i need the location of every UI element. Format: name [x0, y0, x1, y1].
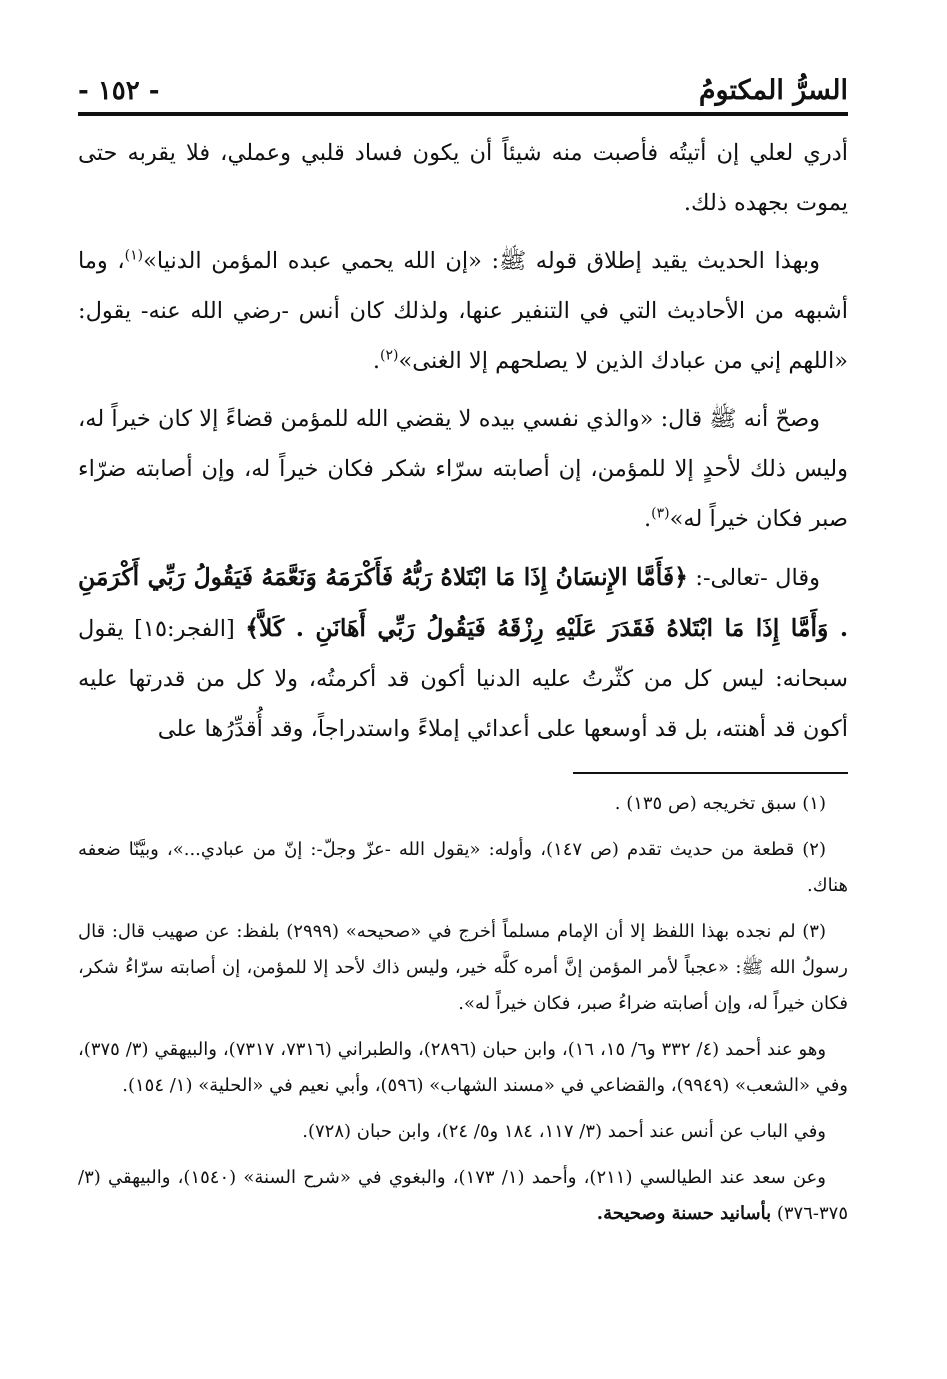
paragraph-2-text: وبهذا الحديث يقيد إطلاق قوله ﷺ: «إن الله يحمي عبده المؤمن الدنيا» — [143, 248, 821, 274]
paragraph-4-intro: وقال -تعالى-: — [687, 565, 820, 591]
paragraph-3-end: . — [644, 506, 652, 532]
footnote-3-d-grading: بأسانيد حسنة وصحيحة. — [596, 1203, 772, 1224]
book-page — [78, 60, 848, 1242]
main-text — [78, 128, 848, 754]
footnote-rule — [573, 772, 848, 774]
paragraph-3 — [78, 394, 848, 544]
footnote-3-a: (٣) لم نجده بهذا اللفظ إلا أن الإمام مسلماً أخرج في «صحيحه» (٢٩٩٩) بلفظ: عن صهيب قال: قال رسولُ الله ﷺ: «عجباً لأمر المؤمن إنَّ أمره كلَّه خير، وليس ذاك لأحد إلا للمؤمن، إن أصابته سرّاءُ شكر، فكان خيراً له، وإن أصابته ضراءُ صبر، فكان خيراً له». — [78, 921, 848, 1014]
paragraph-2-rest: ، وما أشبهه من الأحاديث التي في التنفير عنها، ولذلك كان أنس -رضي الله عنه- يقول: «اللهم إني من عبادك الذين لا يصلحهم إلا الغنى» — [78, 248, 848, 374]
footnote-1: (١) سبق تخريجه (ص ١٣٥) . — [614, 793, 826, 814]
footnote-ref-2: (٢) — [379, 347, 399, 364]
paragraph-4 — [78, 552, 848, 754]
footnote-3-d — [78, 1160, 848, 1232]
running-header — [78, 60, 848, 106]
paragraph-1: أدري لعلي إن أتيتُه فأصبت منه شيئاً أن يكون فساد قلبي وعملي، فلا يقربه حتى يموت بجهده ذلك. — [78, 140, 848, 216]
footnote-ref-1: (١) — [124, 247, 144, 264]
paragraph-3-text: وصحّ أنه ﷺ قال: «والذي نفسي بيده لا يقضي الله للمؤمن قضاءً إلا كان خيراً له، وليس ذلك لأحدٍ إلا للمؤمن، إن أصابته سرّاء شكر فكان خيراً له، وإن أصابته ضرّاء صبر فكان خيراً له» — [78, 406, 848, 532]
paragraph-2 — [78, 236, 848, 386]
footnote-ref-3: (٣) — [651, 505, 670, 522]
paragraph-2-end: . — [372, 348, 380, 374]
header-rule — [78, 112, 848, 116]
quran-verse: ﴿فَأَمَّا الإِنسَانُ إِذَا مَا ابْتَلاهُ رَبُّهُ فَأَكْرَمَهُ وَنَعَّمَهُ فَيَقُولُ رَبِّي أَكْرَمَنِ . وَأَمَّا إِذَا مَا ابْتَلاهُ فَقَدَرَ عَلَيْهِ رِزْقَهُ فَيَقُولُ رَبِّي أَهَانَنِ . كَلاَّ﴾ — [78, 563, 848, 642]
footnote-3-b: وهو عند أحمد (٤/ ٣٣٢ و٦/ ١٥، ١٦)، وابن حبان (٢٨٩٦)، والطبراني (٧٣١٦، ٧٣١٧)، والبيهقي (٣/ ٣٧٥)، وفي «الشعب» (٩٩٤٩)، والقضاعي في «مسند الشهاب» (٥٩٦)، وأبي نعيم في «الحلية» (١/ ١٥٤). — [78, 1039, 848, 1096]
book-title: السرُّ المكتومُ — [698, 75, 848, 106]
page-number: - ١٥٢ - — [78, 76, 160, 106]
footnotes — [78, 786, 848, 1232]
surah-citation: [الفجر:١٥] — [123, 616, 246, 642]
footnote-3-d-text: وعن سعد عند الطيالسي (٢١١)، وأحمد (١/ ١٧٣)، والبغوي في «شرح السنة» (١٥٤٠)، والبيهقي (٣/ ٣٧٥-٣٧٦) — [78, 1167, 848, 1224]
footnote-3-c: وفي الباب عن أنس عند أحمد (٣/ ١١٧، ١٨٤ و٥/ ٢٤)، وابن حبان (٧٢٨). — [302, 1121, 826, 1142]
footnote-2: (٢) قطعة من حديث تقدم (ص ١٤٧)، وأوله: «يقول الله -عزّ وجلّ-: إنّ من عبادي...»، وبيَّنّا ضعفه هناك. — [78, 839, 848, 896]
paragraph-4-rest: يقول سبحانه: ليس كل من كثّرتُ عليه الدنيا أكون قد أكرمتُه، ولا كل من قدرتها عليه أكون قد أهنته، بل قد أوسعها على أعدائي إملاءً واستدراجاً، وقد أُقدِّرُها على — [78, 616, 848, 742]
